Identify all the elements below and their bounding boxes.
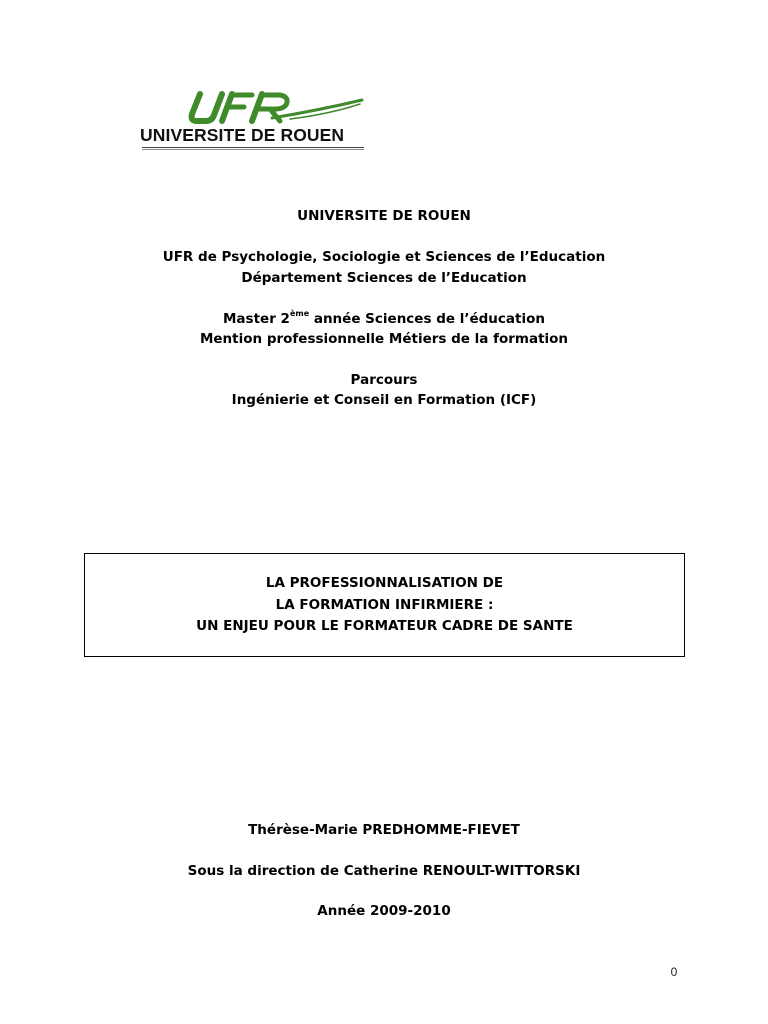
thesis-title-line-1: LA PROFESSIONNALISATION DE xyxy=(265,575,504,591)
thesis-title-line-2: LA FORMATION INFIRMIERE : xyxy=(275,597,494,613)
parcours-name: Ingénierie et Conseil en Formation (ICF) xyxy=(231,392,537,408)
author-name: Thérèse-Marie PREDHOMME-FIEVET xyxy=(248,822,520,838)
master-prefix: Master 2 xyxy=(223,311,290,327)
university-name: UNIVERSITE DE ROUEN xyxy=(297,208,471,224)
page-number: 0 xyxy=(670,965,678,979)
ufr-name: UFR de Psychologie, Sociologie et Sciences de l’Education xyxy=(162,249,606,265)
logo-caption: UNIVERSITE DE ROUEN xyxy=(140,125,345,145)
academic-year: Année 2009-2010 xyxy=(317,903,451,919)
parcours-label: Parcours xyxy=(350,372,418,388)
master-line xyxy=(0,310,768,328)
thesis-title-box xyxy=(84,553,685,657)
supervisor-line: Sous la direction de Catherine RENOULT-WITTORSKI xyxy=(187,863,581,879)
logo-underline xyxy=(142,147,364,148)
master-suffix: année Sciences de l’éducation xyxy=(309,311,545,327)
department-name: Département Sciences de l’Education xyxy=(241,270,527,286)
mention-line: Mention professionnelle Métiers de la formation xyxy=(199,331,569,347)
university-logo xyxy=(140,88,366,152)
thesis-title-line-3: UN ENJEU POUR LE FORMATEUR CADRE DE SANTE xyxy=(196,618,573,634)
logo-underline-secondary xyxy=(142,149,364,150)
master-superscript: ème xyxy=(289,309,310,318)
ufr-logo-mark xyxy=(140,88,366,128)
